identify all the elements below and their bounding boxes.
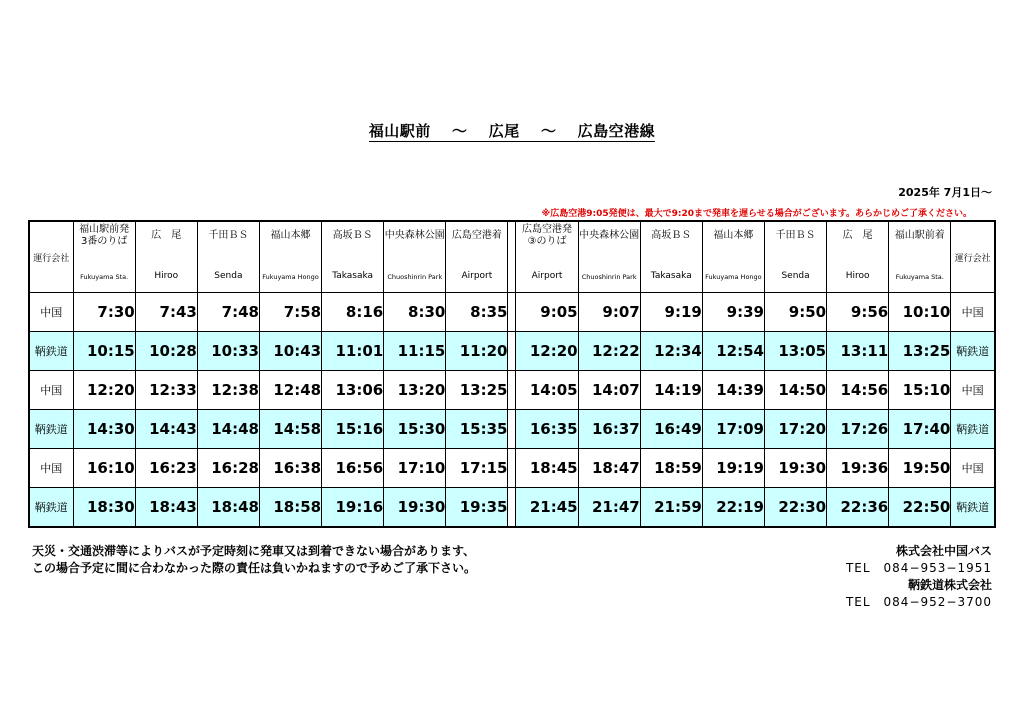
departure-time: 7:30 <box>73 293 135 332</box>
stop-name-en: Fukuyama Hongo <box>262 273 319 281</box>
operator-cell: 中国 <box>29 371 73 410</box>
stop-header <box>259 221 321 293</box>
departure-time: 12:20 <box>516 332 578 371</box>
departure-time: 16:38 <box>259 449 321 488</box>
departure-time: 12:38 <box>197 371 259 410</box>
direction-divider <box>508 332 516 371</box>
stop-header <box>578 221 640 293</box>
departure-time: 9:56 <box>827 293 889 332</box>
stop-name-jp: 広島空港着 <box>451 230 502 241</box>
stop-name-en: Fukuyama Sta. <box>895 273 944 281</box>
departure-time: 9:19 <box>640 293 702 332</box>
departure-time: 12:33 <box>135 371 197 410</box>
departure-time: 21:59 <box>640 488 702 528</box>
stop-name-en: Takasaka <box>332 271 374 281</box>
stop-name-en: Airport <box>461 271 493 281</box>
departure-time: 17:20 <box>764 410 826 449</box>
stop-header <box>702 221 764 293</box>
departure-time: 10:28 <box>135 332 197 371</box>
departure-time: 17:10 <box>384 449 446 488</box>
stop-header <box>640 221 702 293</box>
delay-notice: ※広島空港9:05発便は、最大で9:20まで発車を遅らせる場合がございます。あらかじめご了承ください。 <box>541 209 972 219</box>
stop-name-en: Senda <box>214 271 243 281</box>
departure-time: 18:58 <box>259 488 321 528</box>
operator-cell: 鞆鉄道 <box>29 488 73 528</box>
departure-time: 21:45 <box>516 488 578 528</box>
departure-time: 13:20 <box>384 371 446 410</box>
operator-cell: 中国 <box>951 371 995 410</box>
departure-time: 8:30 <box>384 293 446 332</box>
table-row <box>29 449 995 488</box>
stop-header <box>197 221 259 293</box>
departure-time: 14:58 <box>259 410 321 449</box>
departure-time: 10:43 <box>259 332 321 371</box>
stop-name-en: Chuoshinrin Park <box>581 273 637 281</box>
stop-header <box>889 221 951 293</box>
operator-cell: 鞆鉄道 <box>29 410 73 449</box>
departure-time: 12:20 <box>73 371 135 410</box>
operator-cell: 中国 <box>951 449 995 488</box>
disclaimer-line: 天災・交通渋滞等によりバスが予定時刻に発車又は到着できない場合があります、 <box>32 544 476 558</box>
direction-divider <box>508 410 516 449</box>
departure-time: 12:22 <box>578 332 640 371</box>
operator-cell: 鞆鉄道 <box>951 410 995 449</box>
departure-time: 14:48 <box>197 410 259 449</box>
departure-time: 21:47 <box>578 488 640 528</box>
departure-time: 14:07 <box>578 371 640 410</box>
stop-name-jp: 中央森林公園 <box>384 230 445 241</box>
departure-time: 9:39 <box>702 293 764 332</box>
timetable-header <box>29 221 995 293</box>
operator-cell: 鞆鉄道 <box>29 332 73 371</box>
stop-header <box>516 221 578 293</box>
company-header-left: 運行会社 <box>29 221 73 293</box>
stop-name-en: Airport <box>531 271 563 281</box>
departure-time: 16:37 <box>578 410 640 449</box>
departure-time: 7:48 <box>197 293 259 332</box>
departure-time: 15:10 <box>889 371 951 410</box>
operator-cell: 中国 <box>951 293 995 332</box>
departure-time: 16:49 <box>640 410 702 449</box>
departure-time: 19:30 <box>764 449 826 488</box>
contact-info <box>846 543 992 611</box>
departure-time: 18:45 <box>516 449 578 488</box>
stop-name-jp: 福山本郷 <box>270 230 311 241</box>
departure-time: 19:16 <box>322 488 384 528</box>
operator-cell: 鞆鉄道 <box>951 332 995 371</box>
stop-name-en: Chuoshinrin Park <box>387 273 443 281</box>
stop-name-jp: 広 尾 <box>151 230 182 241</box>
company-name: 株式会社中国バス <box>895 544 992 558</box>
departure-time: 22:30 <box>764 488 826 528</box>
table-row <box>29 488 995 528</box>
departure-time: 19:50 <box>889 449 951 488</box>
departure-time: 16:56 <box>322 449 384 488</box>
stop-header <box>135 221 197 293</box>
departure-time: 17:40 <box>889 410 951 449</box>
stop-name-jp: 広島空港発 ③のりば <box>522 224 573 247</box>
departure-time: 8:35 <box>446 293 508 332</box>
departure-time: 10:33 <box>197 332 259 371</box>
departure-time: 17:09 <box>702 410 764 449</box>
departure-time: 16:35 <box>516 410 578 449</box>
departure-time: 19:19 <box>702 449 764 488</box>
departure-time: 14:39 <box>702 371 764 410</box>
departure-time: 12:48 <box>259 371 321 410</box>
departure-time: 13:11 <box>827 332 889 371</box>
departure-time: 9:07 <box>578 293 640 332</box>
direction-divider <box>508 221 516 293</box>
stop-name-jp: 千田ＢＳ <box>208 230 249 241</box>
stop-name-en: Fukuyama Hongo <box>705 273 762 281</box>
stop-header <box>322 221 384 293</box>
company-phone: TEL 084−953−1951 <box>845 561 992 575</box>
page-title: 福山駅前 〜 広尾 〜 広島空港線 <box>368 122 656 140</box>
departure-time: 11:20 <box>446 332 508 371</box>
departure-time: 18:48 <box>197 488 259 528</box>
departure-time: 22:50 <box>889 488 951 528</box>
departure-time: 10:10 <box>889 293 951 332</box>
departure-time: 8:16 <box>322 293 384 332</box>
departure-time: 13:06 <box>322 371 384 410</box>
company-name: 鞆鉄道株式会社 <box>907 578 992 592</box>
departure-time: 11:15 <box>384 332 446 371</box>
departure-time: 18:59 <box>640 449 702 488</box>
departure-time: 12:54 <box>702 332 764 371</box>
table-row <box>29 371 995 410</box>
direction-divider <box>508 488 516 528</box>
departure-time: 13:25 <box>446 371 508 410</box>
departure-time: 15:30 <box>384 410 446 449</box>
stop-name-en: Fukuyama Sta. <box>80 273 129 281</box>
stop-name-jp: 高坂ＢＳ <box>332 230 373 241</box>
departure-time: 14:19 <box>640 371 702 410</box>
disclaimer <box>32 543 476 577</box>
stop-name-jp: 中央森林公園 <box>579 230 640 241</box>
operator-cell: 鞆鉄道 <box>951 488 995 528</box>
stop-name-jp: 広 尾 <box>842 230 873 241</box>
departure-time: 19:35 <box>446 488 508 528</box>
departure-time: 17:26 <box>827 410 889 449</box>
departure-time: 15:35 <box>446 410 508 449</box>
stop-header <box>73 221 135 293</box>
departure-time: 7:43 <box>135 293 197 332</box>
direction-divider <box>508 449 516 488</box>
company-phone: TEL 084−952−3700 <box>845 595 992 609</box>
stop-name-en: Hiroo <box>154 271 179 281</box>
departure-time: 13:05 <box>764 332 826 371</box>
departure-time: 14:30 <box>73 410 135 449</box>
stop-header <box>764 221 826 293</box>
departure-time: 10:15 <box>73 332 135 371</box>
stop-header <box>827 221 889 293</box>
departure-time: 14:05 <box>516 371 578 410</box>
departure-time: 12:34 <box>640 332 702 371</box>
departure-time: 19:36 <box>827 449 889 488</box>
direction-divider <box>508 293 516 332</box>
departure-time: 19:30 <box>384 488 446 528</box>
disclaimer-line: この場合予定に間に合わなかった際の責任は負いかねますので予めご了承下さい。 <box>32 561 477 575</box>
departure-time: 9:05 <box>516 293 578 332</box>
departure-time: 22:19 <box>702 488 764 528</box>
departure-time: 11:01 <box>322 332 384 371</box>
departure-time: 18:47 <box>578 449 640 488</box>
departure-time: 18:43 <box>135 488 197 528</box>
departure-time: 22:36 <box>827 488 889 528</box>
effective-date: 2025年 7月1日〜 <box>898 186 992 199</box>
departure-time: 14:50 <box>764 371 826 410</box>
stop-name-jp: 福山本郷 <box>713 230 754 241</box>
departure-time: 13:25 <box>889 332 951 371</box>
departure-time: 14:56 <box>827 371 889 410</box>
stop-header <box>446 221 508 293</box>
departure-time: 9:50 <box>764 293 826 332</box>
departure-time: 7:58 <box>259 293 321 332</box>
stop-name-jp: 福山駅前発 3番のりば <box>79 224 130 247</box>
operator-cell: 中国 <box>29 293 73 332</box>
departure-time: 18:30 <box>73 488 135 528</box>
table-row <box>29 410 995 449</box>
table-row <box>29 332 995 371</box>
departure-time: 15:16 <box>322 410 384 449</box>
direction-divider <box>508 371 516 410</box>
stop-header <box>384 221 446 293</box>
stop-name-en: Hiroo <box>845 271 870 281</box>
table-row <box>29 293 995 332</box>
departure-time: 16:23 <box>135 449 197 488</box>
departure-time: 17:15 <box>446 449 508 488</box>
stop-name-jp: 千田ＢＳ <box>775 230 816 241</box>
stop-name-jp: 高坂ＢＳ <box>651 230 692 241</box>
timetable-body <box>29 293 995 528</box>
departure-time: 14:43 <box>135 410 197 449</box>
stop-name-en: Senda <box>781 271 810 281</box>
timetable <box>28 220 996 528</box>
operator-cell: 中国 <box>29 449 73 488</box>
departure-time: 16:10 <box>73 449 135 488</box>
stop-name-en: Takasaka <box>650 271 692 281</box>
stop-name-jp: 福山駅前着 <box>894 230 945 241</box>
departure-time: 16:28 <box>197 449 259 488</box>
company-header-right: 運行会社 <box>951 221 995 293</box>
